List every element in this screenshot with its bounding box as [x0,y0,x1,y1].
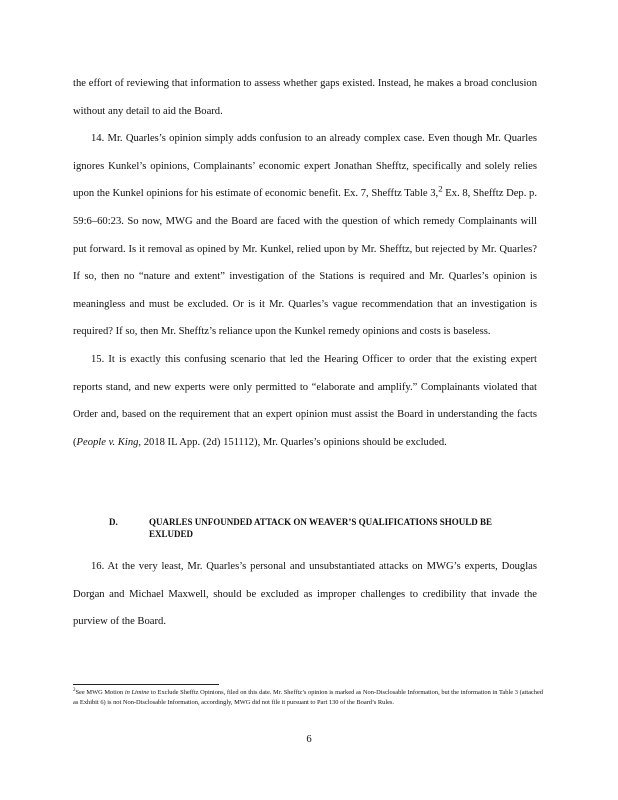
paragraph-14: 14. Mr. Quarles’s opinion simply adds confusion to an already complex case. Even though Mr. Quarles ignores Kunkel’s opinions, Complainants’ economic expert Jonathan Shefftz, specifically and solely relies upon the Kunkel opinions for his estimate of economic benefit. Ex. 7, Shefftz Table 3,$^2$ Ex. 8, Shefftz Dep. p. 59:6–60:23. So now, MWG and the Board are faced with the question of which remedy Complainants will put forward. Is it removal as opined by Mr. Kunkel, relied upon by Mr. Shefftz, but rejected by Mr. Quarles? If so, then no “nature and extent” investigation of the Stations is required and Mr. Quarles’s opinion is meaningless and must be excluded. Or is it Mr. Quarles’s vague recommendation that an investigation is required? If so, then Mr. Shefftz’s reliance upon the Kunkel remedy opinions and costs is baseless. [73,133,537,338]
page-number: 6 [306,734,312,745]
body-text-continued [73,553,537,636]
paragraph-continued: the effort of reviewing that information to assess whether gaps existed. Instead, he makes a broad conclusion without any detail to aid the Board. [73,78,537,117]
section-heading [109,516,509,540]
body-text [73,70,537,456]
footnote-divider [73,684,219,685]
footnote: $^2$See MWG Motion in Limine to Exclude Shefftz Opinions, filed on this date. Mr. Shefftz’s opinion is marked as Non-Disclosable Information, but the information in Table 3 (attached as Exhibit 6) is not Non-Disclosable Information, accordingly, MWG did not file it pursuant to Part 130 of the Board’s Rules. [73,687,543,706]
paragraph-15: 15. It is exactly this confusing scenario that led the Hearing Officer to order that the existing expert reports stand, and new experts were only permitted to “elaborate and amplify.” Complainants violated that Order and, based on the requirement that an expert opinion must assist the Board in understanding the facts (People v. King, 2018 IL App. (2d) 151112), Mr. Quarles’s opinions should be excluded. [73,353,537,448]
footnote-mark: 2 [73,687,76,693]
section-letter: D. [109,517,118,527]
section-heading-text: QUARLES UNFOUNDED ATTACK ON WEAVER’S QUALIFICATIONS SHOULD BE EXLUDED [149,517,492,539]
footnote-reference: 2 [438,183,443,194]
paragraph-16: 16. At the very least, Mr. Quarles’s personal and unsubstantiated attacks on MWG’s experts, Douglas Dorgan and Michael Maxwell, should be excluded as improper challenges to credibility that invade the purview of the Board. [73,561,537,628]
case-citation: People v. King [76,436,139,448]
